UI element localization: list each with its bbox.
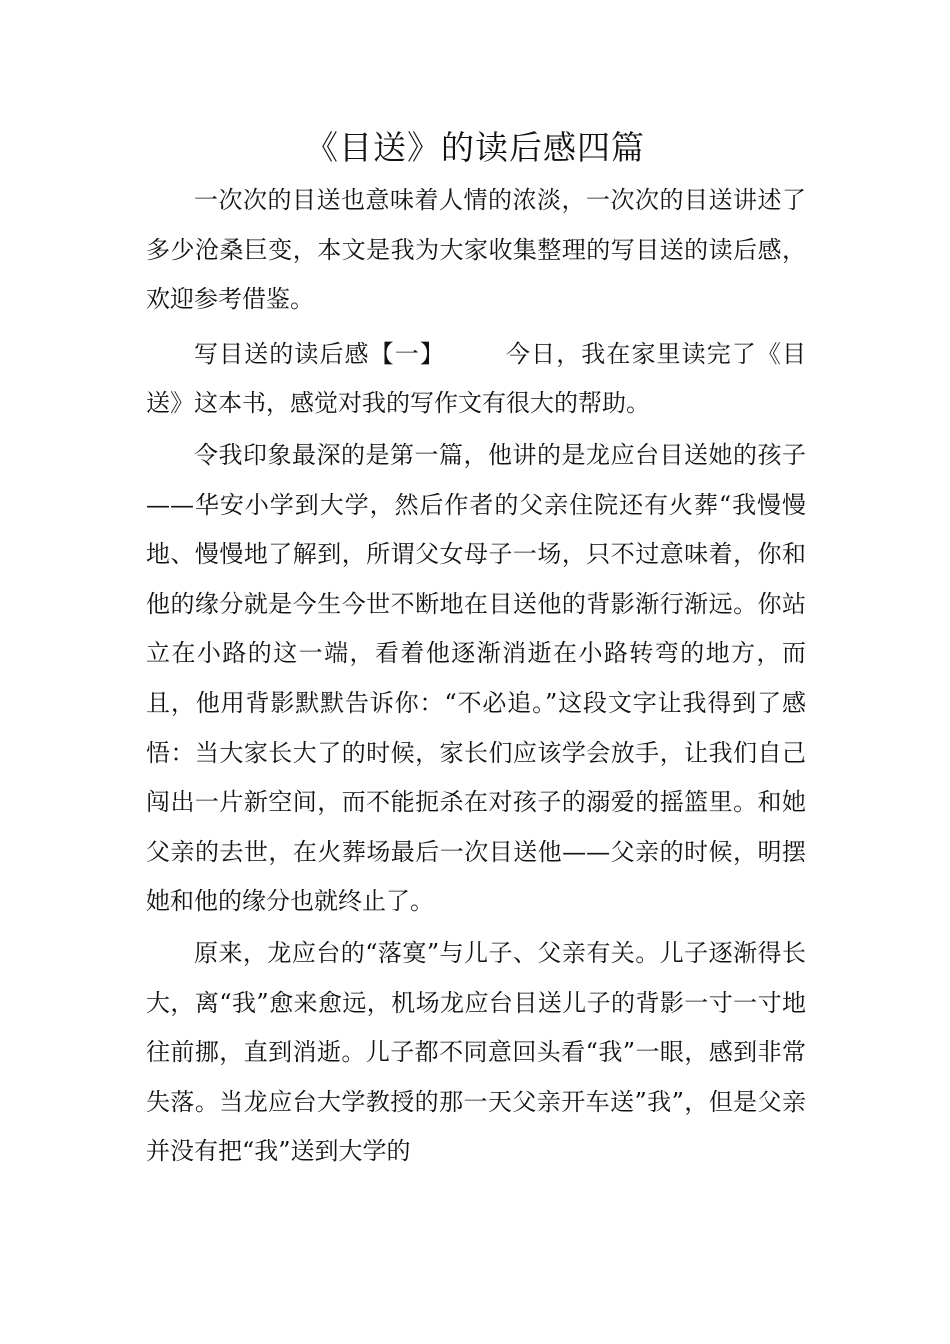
intro-paragraph: 一次次的目送也意味着人情的浓淡，一次次的目送讲述了多少沧桑巨变，本文是我为大家收集整理的写目送的读后感，欢迎参考借鉴。 <box>146 186 806 314</box>
document-title: 《目送》的读后感四篇 <box>305 128 645 167</box>
section-opening-text: 今日，我在家里读完了《目送》这本书，感觉对我的写作文有很大的帮助。 <box>146 339 807 418</box>
section-heading: 写目送的读后感【一】 <box>194 339 445 368</box>
body-paragraph-impression: 令我印象最深的是第一篇，他讲的是龙应台目送她的孩子——华安小学到大学，然后作者的父亲住院还有火葬“我慢慢地、慢慢地了解到，所谓父女母子一场，只不过意味着，你和他的缘分就是今生今世不断地在目送他的背影渐行渐远。你站立在小路的这一端，看着他逐渐消逝在小路转弯的地方，而且，他用背影默默告诉你：“不必追。”这段文字让我得到了感悟：当大家长大了的时候，家长们应该学会放手，让我们自己闯出一片新空间，而不能扼杀在对孩子的溺爱的摇篮里。和她父亲的去世，在火葬场最后一次目送他——父亲的时候，明摆她和他的缘分也就终止了。 <box>146 440 806 916</box>
body-paragraph-original: 原来，龙应台的“落寞”与儿子、父亲有关。儿子逐渐得长大，离“我”愈来愈远，机场龙应台目送儿子的背影一寸一寸地往前挪，直到消逝。儿子都不同意回头看“我”一眼，感到非常失落。当龙应台大学教授的那一天父亲开车送”我”，但是父亲并没有把“我”送到大学的 <box>146 938 806 1166</box>
document-body <box>146 176 806 1177</box>
section-paragraph <box>146 330 806 429</box>
